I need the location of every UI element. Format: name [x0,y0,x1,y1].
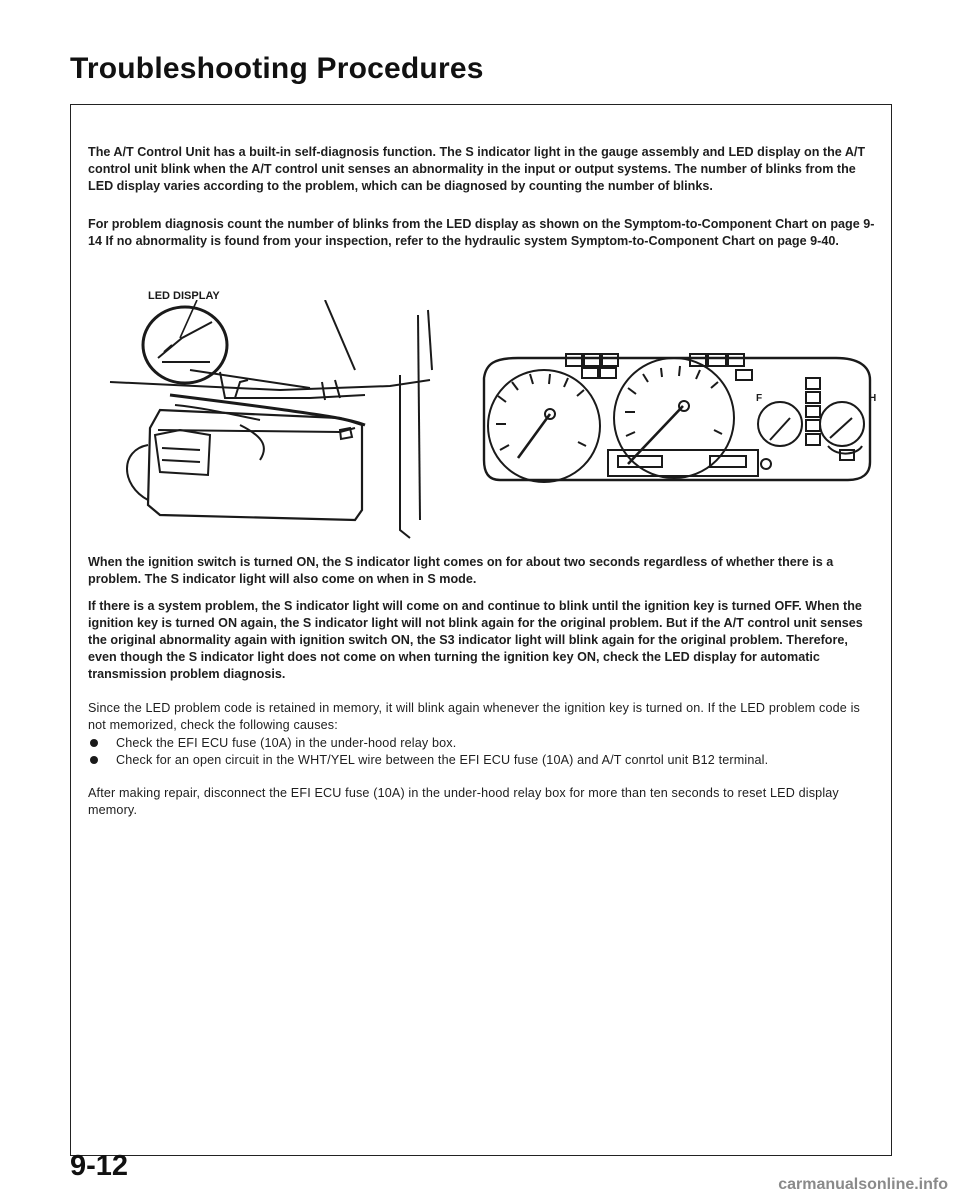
system-problem-paragraph: If there is a system problem, the S indicator light will come on and continue to blink until the ignition key is turned OFF. When the ignition key is turned ON again, the S indicator light will not blink again for the original problem. But if the A/T control unit senses the original abnormality again with ignition switch ON, the S3 indicator light will blink again for the original problem. Therefore, even though the S indicator light does not come on when turning the ignition key ON, check the LED display for automatic transmission problem diagnosis. [88,599,863,681]
causes-list [88,735,878,769]
gauge-assembly-illustration [478,346,876,486]
memory-paragraph: Since the LED problem code is retained in memory, it will blink again whenever the ignition key is turned on. If the LED problem code is not memorized, check the following causes: [88,701,860,732]
watermark: carmanualsonline.info [778,1176,948,1193]
reset-paragraph: After making repair, disconnect the EFI ECU fuse (10A) in the under-hood relay box for more than ten seconds to reset LED display memory. [88,786,839,817]
diagnosis-paragraph: For problem diagnosis count the number of blinks from the LED display as shown on the Symptom-to-Component Chart on page 9-14 If no abnormality is found from your inspection, refer to the hydraulic system Symptom-to-Component Chart on page 9-40. [88,217,875,248]
ignition-on-paragraph: When the ignition switch is turned ON, the S indicator light comes on for about two seconds regardless of whether there is a problem. The S indicator light will also come on when in S mode. [88,555,834,586]
fuel-empty-marker: F [756,393,763,404]
cause-text: Check the EFI ECU fuse (10A) in the under-hood relay box. [116,736,457,750]
intro-paragraph: The A/T Control Unit has a built-in self-diagnosis function. The S indicator light in the gauge assembly and LED display on the A/T control unit blink when the A/T control unit senses an abnormality in the input or output systems. The number of blinks from the LED display varies according to the problem, which can be diagnosed by counting the number of blinks. [88,145,866,193]
temp-hot-marker: H [869,393,877,404]
page-title: Troubleshooting Procedures [70,52,484,85]
list-item [88,752,878,769]
page-number: 9-12 [70,1150,129,1182]
led-display-label: LED DISPLAY [148,290,220,302]
cause-text: Check for an open circuit in the WHT/YEL wire between the EFI ECU fuse (10A) and A/T conrtol unit B12 terminal. [116,753,769,767]
bullet-icon [90,739,98,747]
list-item [88,735,878,752]
bullet-icon [90,756,98,764]
control-unit-illustration [100,300,440,540]
